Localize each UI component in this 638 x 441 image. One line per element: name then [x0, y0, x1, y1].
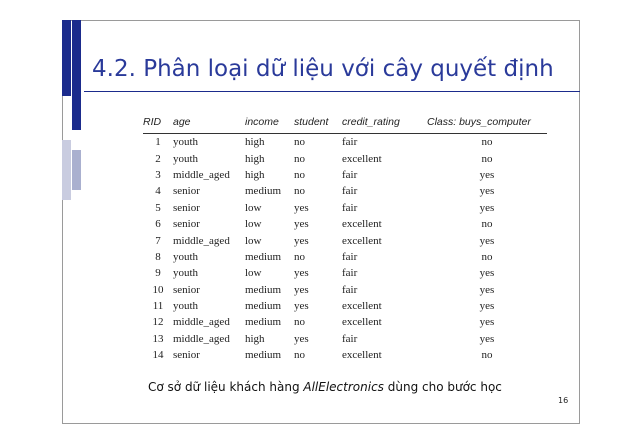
cell-class: no	[481, 152, 493, 165]
table-row	[143, 216, 547, 232]
table-row	[143, 200, 547, 216]
cell-class: yes	[479, 234, 495, 247]
cell-class: no	[481, 250, 493, 263]
cell-age: youth	[173, 152, 199, 165]
caption-text-pre: Cơ sở dữ liệu khách hàng	[148, 380, 304, 394]
table-row	[143, 183, 547, 199]
cell-class: yes	[479, 332, 495, 345]
cell-student: no	[294, 349, 305, 362]
header-student: student	[294, 114, 342, 134]
cell-class: yes	[479, 168, 495, 181]
decor-bar-left	[62, 20, 71, 96]
table-row	[143, 314, 547, 330]
cell-class: no	[481, 136, 493, 149]
table-row	[143, 249, 547, 265]
cell-rid: 14	[152, 349, 164, 362]
cell-student: no	[294, 168, 305, 181]
table-body	[143, 134, 547, 364]
cell-age: senior	[173, 283, 200, 296]
header-rid: RID	[143, 114, 173, 134]
cell-credit-rating: excellent	[342, 218, 382, 231]
cell-age: senior	[173, 218, 200, 231]
cell-rid: 9	[155, 267, 161, 280]
cell-rid: 13	[152, 332, 164, 345]
cell-income: high	[245, 152, 265, 165]
cell-student: no	[294, 152, 305, 165]
table-row	[143, 347, 547, 363]
cell-credit-rating: excellent	[342, 234, 382, 247]
decor-bar-right-faded	[72, 150, 81, 190]
cell-credit-rating: fair	[342, 250, 358, 263]
cell-age: youth	[173, 136, 199, 149]
caption-text-post: dùng cho bước học	[383, 380, 502, 394]
cell-age: youth	[173, 250, 199, 263]
cell-credit-rating: fair	[342, 267, 358, 280]
slide-title: 4.2. Phân loại dữ liệu với cây quyết định	[92, 56, 554, 82]
cell-rid: 6	[155, 218, 161, 231]
page-number: 16	[558, 396, 569, 405]
cell-income: low	[245, 201, 262, 214]
cell-age: middle_aged	[173, 332, 230, 345]
cell-class: yes	[479, 300, 495, 313]
cell-class: yes	[479, 201, 495, 214]
table-row	[143, 150, 547, 166]
cell-rid: 12	[152, 316, 164, 329]
cell-income: medium	[245, 250, 282, 263]
cell-income: high	[245, 168, 265, 181]
header-credit-rating: credit_rating	[342, 114, 427, 134]
table-row	[143, 298, 547, 314]
cell-credit-rating: excellent	[342, 316, 382, 329]
cell-credit-rating: fair	[342, 136, 358, 149]
cell-credit-rating: fair	[342, 168, 358, 181]
cell-income: low	[245, 234, 262, 247]
cell-income: medium	[245, 185, 282, 198]
cell-credit-rating: fair	[342, 185, 358, 198]
cell-student: no	[294, 250, 305, 263]
table-row	[143, 232, 547, 248]
cell-income: high	[245, 332, 265, 345]
cell-rid: 11	[152, 300, 164, 313]
header-income: income	[245, 114, 294, 134]
cell-student: no	[294, 185, 305, 198]
cell-age: middle_aged	[173, 316, 230, 329]
header-age: age	[173, 114, 245, 134]
cell-class: yes	[479, 316, 495, 329]
cell-student: yes	[294, 234, 309, 247]
cell-rid: 5	[155, 201, 161, 214]
cell-credit-rating: fair	[342, 332, 358, 345]
cell-student: no	[294, 136, 305, 149]
cell-income: medium	[245, 316, 282, 329]
cell-rid: 1	[155, 136, 161, 149]
table-row	[143, 134, 547, 151]
cell-age: middle_aged	[173, 168, 230, 181]
cell-class: yes	[479, 185, 495, 198]
cell-student: yes	[294, 283, 309, 296]
cell-income: medium	[245, 283, 282, 296]
cell-income: medium	[245, 349, 282, 362]
cell-age: senior	[173, 201, 200, 214]
table-header-row	[143, 114, 547, 134]
cell-credit-rating: excellent	[342, 152, 382, 165]
cell-student: yes	[294, 218, 309, 231]
cell-student: yes	[294, 332, 309, 345]
table-row	[143, 282, 547, 298]
cell-age: senior	[173, 185, 200, 198]
slide-caption	[148, 380, 502, 394]
header-class: Class: buys_computer	[427, 114, 547, 134]
cell-income: low	[245, 267, 262, 280]
cell-student: yes	[294, 267, 309, 280]
cell-class: yes	[479, 283, 495, 296]
cell-age: youth	[173, 267, 199, 280]
cell-rid: 10	[152, 283, 164, 296]
cell-age: middle_aged	[173, 234, 230, 247]
cell-income: medium	[245, 300, 282, 313]
cell-income: low	[245, 218, 262, 231]
cell-class: yes	[479, 267, 495, 280]
cell-class: no	[481, 218, 493, 231]
cell-age: youth	[173, 300, 199, 313]
cell-credit-rating: excellent	[342, 349, 382, 362]
cell-credit-rating: fair	[342, 283, 358, 296]
caption-company-name: AllElectronics	[303, 380, 384, 394]
cell-rid: 7	[155, 234, 161, 247]
cell-rid: 2	[155, 152, 161, 165]
table-row	[143, 265, 547, 281]
cell-age: senior	[173, 349, 200, 362]
cell-class: no	[481, 349, 493, 362]
cell-credit-rating: excellent	[342, 300, 382, 313]
cell-credit-rating: fair	[342, 201, 358, 214]
decor-bar-right	[72, 20, 81, 130]
title-underline	[84, 91, 580, 92]
table-row	[143, 331, 547, 347]
cell-rid: 4	[155, 185, 161, 198]
decor-bar-left-faded	[62, 140, 71, 200]
cell-rid: 8	[155, 250, 161, 263]
cell-rid: 3	[155, 168, 161, 181]
cell-student: no	[294, 316, 305, 329]
table-row	[143, 167, 547, 183]
cell-student: yes	[294, 201, 309, 214]
training-data-table	[143, 114, 547, 363]
cell-income: high	[245, 136, 265, 149]
cell-student: yes	[294, 300, 309, 313]
